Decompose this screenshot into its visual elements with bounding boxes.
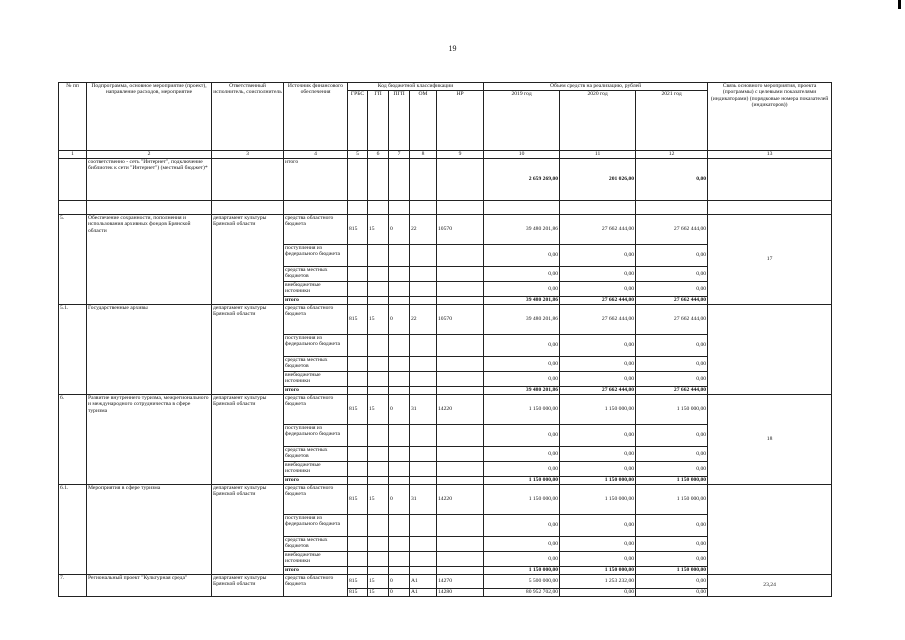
value-cell: 0,00 <box>560 425 636 447</box>
row-executor: департамент культуры Брянской области <box>212 485 284 575</box>
code-cell <box>389 335 410 357</box>
value-cell: 27 662 444,00 <box>560 305 636 335</box>
code-om: 22 <box>410 305 437 335</box>
code-cell <box>410 447 437 462</box>
value-cell: 1 150 000,00 <box>636 485 708 515</box>
row-number: 6. <box>59 395 87 485</box>
row-number: 7. <box>59 575 87 597</box>
code-gp: 15 <box>368 485 389 515</box>
value-cell: 0,00 <box>636 425 708 447</box>
code-cell <box>368 335 389 357</box>
code-cell <box>368 425 389 447</box>
row-executor: департамент культуры Брянской области <box>212 215 284 305</box>
row-source: средства местных бюджетов <box>284 447 348 462</box>
row-link: 17 <box>708 215 832 305</box>
code-cell <box>389 515 410 537</box>
code-cell <box>368 387 389 395</box>
value-cell: 1 253 232,00 <box>560 575 636 589</box>
header-np: НР <box>437 91 484 151</box>
value-cell: 27 662 444,00 <box>636 387 708 395</box>
row-source: поступления из федерального бюджета <box>284 335 348 357</box>
code-np: 14220 <box>437 395 484 425</box>
code-cell <box>368 357 389 372</box>
row-source: средства областного бюджета <box>284 215 348 245</box>
value-cell: 27 662 444,00 <box>560 215 636 245</box>
code-cell <box>348 245 368 267</box>
column-number: 5 <box>348 151 368 159</box>
code-gp: 15 <box>368 305 389 335</box>
value-cell: 1 150 000,00 <box>560 477 636 485</box>
row-source: итого <box>284 477 348 485</box>
code-cell <box>368 567 389 575</box>
value-cell: 1 150 000,00 <box>636 477 708 485</box>
value-cell: 0,00 <box>484 245 560 267</box>
value-cell: 5 500 000,00 <box>484 575 560 589</box>
code-cell <box>410 372 437 387</box>
code-pgp: 0 <box>389 575 410 589</box>
column-number: 9 <box>437 151 484 159</box>
column-number: 6 <box>368 151 389 159</box>
table-row <box>59 395 832 425</box>
code-cell <box>437 357 484 372</box>
value-cell: 0,00 <box>636 245 708 267</box>
code-cell <box>437 267 484 282</box>
value-cell: 0,00 <box>484 267 560 282</box>
code-cell <box>348 297 368 305</box>
value-cell: 0,00 <box>560 515 636 537</box>
header-executor: Ответственный исполнитель, соисполнитель <box>212 83 284 151</box>
value-cell: 0,00 <box>560 245 636 267</box>
value-cell: 0,00 <box>636 447 708 462</box>
code-cell <box>410 477 437 485</box>
value-cell: 1 150 000,00 <box>560 485 636 515</box>
header-2019: 2019 год <box>484 91 560 151</box>
table-cell <box>284 201 348 215</box>
code-grbs: 815 <box>348 575 368 589</box>
value-cell: 0,00 <box>636 589 708 597</box>
header-grbs: ГРБС <box>348 91 368 151</box>
value-cell: 1 150 000,00 <box>636 395 708 425</box>
code-om: A1 <box>410 575 437 589</box>
code-cell <box>348 267 368 282</box>
code-cell <box>437 387 484 395</box>
code-pgp: 0 <box>389 215 410 245</box>
value-cell: 0,00 <box>484 462 560 477</box>
code-pgp: 0 <box>389 589 410 597</box>
value-cell: 0,00 <box>560 282 636 297</box>
table-cell <box>348 201 368 215</box>
code-cell <box>410 462 437 477</box>
row-desc: Обеспечение сохранности, пополнения и использования архивных фондов Брянской области <box>87 215 212 305</box>
header-num: № пп <box>59 83 87 151</box>
table-cell <box>59 201 87 215</box>
value-cell: 0,00 <box>484 282 560 297</box>
column-number: 3 <box>212 151 284 159</box>
row-source: поступления из федерального бюджета <box>284 425 348 447</box>
value-cell: 1 150 000,00 <box>484 477 560 485</box>
row-source: средства местных бюджетов <box>284 267 348 282</box>
value-cell: 39 480 201,86 <box>484 305 560 335</box>
code-pgp: 0 <box>389 395 410 425</box>
code-np: 14280 <box>437 589 484 597</box>
code-cell <box>368 552 389 567</box>
code-cell <box>389 387 410 395</box>
row-source: средства местных бюджетов <box>284 357 348 372</box>
code-cell <box>410 425 437 447</box>
row-number: 5. <box>59 215 87 305</box>
value-cell: 0,00 <box>484 552 560 567</box>
code-cell <box>410 387 437 395</box>
value-cell: 39 480 201,86 <box>484 387 560 395</box>
code-cell <box>368 477 389 485</box>
code-cell <box>389 477 410 485</box>
value-cell: 0,00 <box>636 282 708 297</box>
code-cell <box>389 245 410 267</box>
header-om: ОМ <box>410 91 437 151</box>
table-row <box>59 485 832 515</box>
value-cell: 201 026,00 <box>560 159 636 201</box>
value-cell: 0,00 <box>560 552 636 567</box>
code-grbs: 815 <box>348 589 368 597</box>
value-cell: 0,00 <box>560 335 636 357</box>
code-cell <box>437 297 484 305</box>
code-cell <box>389 282 410 297</box>
code-cell <box>437 537 484 552</box>
value-cell: 0,00 <box>636 159 708 201</box>
code-cell <box>389 567 410 575</box>
code-np: 10570 <box>437 305 484 335</box>
code-pgp: 0 <box>389 485 410 515</box>
row-desc: Развитие внутреннего туризма, межрегионального и международного сотрудничества в сфере туризма <box>87 395 212 485</box>
code-cell <box>410 567 437 575</box>
table-cell <box>410 201 437 215</box>
code-cell <box>368 297 389 305</box>
table-cell <box>437 201 484 215</box>
header-link: Связь основного мероприятия, проекта (программы) с целевыми показателями (индикаторами) (порядковые номера показателей (индикаторов)) <box>708 83 832 151</box>
code-cell <box>437 477 484 485</box>
row-source: поступления из федерального бюджета <box>284 515 348 537</box>
value-cell: 0,00 <box>560 447 636 462</box>
value-cell: 0,00 <box>636 335 708 357</box>
row-source: внебюджетные источники <box>284 552 348 567</box>
code-cell <box>348 567 368 575</box>
header-2020: 2020 год <box>560 91 636 151</box>
code-cell <box>348 462 368 477</box>
code-cell <box>410 515 437 537</box>
code-grbs: 815 <box>348 305 368 335</box>
code-cell <box>437 425 484 447</box>
value-cell: 1 150 000,00 <box>560 395 636 425</box>
row-link: 18 <box>708 395 832 485</box>
value-cell: 27 662 444,00 <box>636 297 708 305</box>
value-cell: 1 150 000,00 <box>484 395 560 425</box>
code-cell <box>368 245 389 267</box>
table-row <box>59 305 832 335</box>
header-source: Источник финансового обеспечения <box>284 83 348 151</box>
value-cell: 27 662 444,00 <box>636 305 708 335</box>
code-cell <box>348 447 368 462</box>
code-cell <box>410 357 437 372</box>
code-cell <box>389 462 410 477</box>
row-link <box>708 485 832 575</box>
header-pgp: ПГП <box>389 91 410 151</box>
table-cell <box>708 201 832 215</box>
value-cell: 0,00 <box>636 552 708 567</box>
code-cell <box>348 335 368 357</box>
row-source: поступления из федерального бюджета <box>284 245 348 267</box>
column-number: 8 <box>410 151 437 159</box>
value-cell: 0,00 <box>560 462 636 477</box>
row-source: внебюджетные источники <box>284 282 348 297</box>
row-link: 23,24 <box>708 575 832 597</box>
code-grbs: 815 <box>348 395 368 425</box>
value-cell: 0,00 <box>560 537 636 552</box>
code-cell <box>437 552 484 567</box>
row-source: средства областного бюджета <box>284 485 348 515</box>
code-grbs: 815 <box>348 485 368 515</box>
code-gp: 15 <box>368 575 389 589</box>
value-cell: 0,00 <box>636 267 708 282</box>
value-cell: 0,00 <box>484 537 560 552</box>
column-number: 12 <box>636 151 708 159</box>
code-cell <box>368 537 389 552</box>
code-cell <box>437 372 484 387</box>
code-cell <box>389 372 410 387</box>
code-cell <box>348 387 368 395</box>
table-cell <box>636 201 708 215</box>
table-cell <box>560 201 636 215</box>
code-cell <box>348 515 368 537</box>
value-cell: 0,00 <box>484 515 560 537</box>
code-cell <box>437 567 484 575</box>
budget-table <box>58 82 832 597</box>
code-cell <box>437 245 484 267</box>
code-np: 10570 <box>437 215 484 245</box>
code-cell <box>437 515 484 537</box>
code-cell <box>437 335 484 357</box>
row-source: внебюджетные источники <box>284 462 348 477</box>
value-cell: 27 662 444,00 <box>636 215 708 245</box>
code-cell <box>389 552 410 567</box>
code-cell <box>437 447 484 462</box>
code-np: 14220 <box>437 485 484 515</box>
code-cell <box>389 267 410 282</box>
code-cell <box>368 515 389 537</box>
code-cell <box>368 267 389 282</box>
code-cell <box>410 267 437 282</box>
value-cell: 0,00 <box>636 357 708 372</box>
column-numbers-row <box>59 151 832 159</box>
row-source: внебюджетные источники <box>284 372 348 387</box>
value-cell: 1 150 000,00 <box>560 567 636 575</box>
code-gp: 15 <box>368 395 389 425</box>
value-cell: 0,00 <box>636 575 708 589</box>
table-row <box>59 575 832 589</box>
table-cell <box>368 201 389 215</box>
code-om: 22 <box>410 215 437 245</box>
row-desc: Региональный проект "Культурная среда" <box>87 575 212 597</box>
row-desc: соответственно - сеть "Интернет", подключение библиотек к сети "Интернет") (местный бюджет)* <box>87 159 212 201</box>
code-cell <box>389 297 410 305</box>
value-cell: 0,00 <box>560 372 636 387</box>
value-cell: 0,00 <box>484 447 560 462</box>
code-om: A1 <box>410 589 437 597</box>
row-source: итого <box>284 297 348 305</box>
code-cell <box>348 552 368 567</box>
table-cell <box>87 201 212 215</box>
page-number: 19 <box>448 44 457 53</box>
code-cell <box>348 357 368 372</box>
column-number: 7 <box>389 151 410 159</box>
value-cell: 1 150 000,00 <box>484 567 560 575</box>
column-number: 1 <box>59 151 87 159</box>
value-cell: 0,00 <box>636 372 708 387</box>
row-source: итого <box>284 567 348 575</box>
row-link <box>708 305 832 395</box>
table-cell <box>389 201 410 215</box>
code-cell <box>410 537 437 552</box>
code-cell <box>348 372 368 387</box>
code-cell <box>348 425 368 447</box>
value-cell: 1 150 000,00 <box>484 485 560 515</box>
value-cell: 27 662 444,00 <box>560 297 636 305</box>
value-cell: 0,00 <box>484 425 560 447</box>
row-source: средства областного бюджета <box>284 305 348 335</box>
value-cell: 0,00 <box>484 357 560 372</box>
header-amount: Объем средств на реализацию, рублей <box>484 83 708 91</box>
row-executor: департамент культуры Брянской области <box>212 305 284 395</box>
row-executor: департамент культуры Брянской области <box>212 395 284 485</box>
code-cell <box>410 245 437 267</box>
value-cell: 0,00 <box>560 267 636 282</box>
code-cell <box>389 447 410 462</box>
code-om: 31 <box>410 395 437 425</box>
header-program: Подпрограмма, основное мероприятие (проект), направление расходов, мероприятие <box>87 83 212 151</box>
code-cell <box>368 447 389 462</box>
column-number: 2 <box>87 151 212 159</box>
column-number: 13 <box>708 151 832 159</box>
value-cell: 0,00 <box>636 515 708 537</box>
value-cell: 0,00 <box>484 335 560 357</box>
table-row <box>59 159 832 201</box>
code-cell <box>410 282 437 297</box>
value-cell: 0,00 <box>560 589 636 597</box>
value-cell: 2 659 269,00 <box>484 159 560 201</box>
row-number: 5.1. <box>59 305 87 395</box>
table-cell <box>484 201 560 215</box>
value-cell: 0,00 <box>636 537 708 552</box>
value-cell: 0,00 <box>636 462 708 477</box>
code-cell <box>389 425 410 447</box>
code-np: 14270 <box>437 575 484 589</box>
value-cell: 80 952 702,00 <box>484 589 560 597</box>
row-source: средства местных бюджетов <box>284 537 348 552</box>
code-cell <box>437 282 484 297</box>
row-executor: департамент культуры Брянской области <box>212 575 284 597</box>
code-cell <box>368 462 389 477</box>
header-2021: 2021 год <box>636 91 708 151</box>
code-cell <box>348 477 368 485</box>
row-desc: Государственные архивы <box>87 305 212 395</box>
row-source: средства областного бюджета <box>284 395 348 425</box>
row-source: итого <box>284 159 348 201</box>
row-desc: Мероприятия в сфере туризма <box>87 485 212 575</box>
column-number: 4 <box>284 151 348 159</box>
column-number: 10 <box>484 151 560 159</box>
column-number: 11 <box>560 151 636 159</box>
header-budget-code: Код бюджетной классификации <box>348 83 484 91</box>
value-cell: 0,00 <box>484 372 560 387</box>
value-cell: 27 662 444,00 <box>560 387 636 395</box>
code-cell <box>348 282 368 297</box>
code-cell <box>368 372 389 387</box>
value-cell: 39 480 201,86 <box>484 297 560 305</box>
code-cell <box>348 537 368 552</box>
code-cell <box>410 552 437 567</box>
code-cell <box>389 357 410 372</box>
code-grbs: 815 <box>348 215 368 245</box>
code-cell <box>368 282 389 297</box>
table-row <box>59 215 832 245</box>
row-source: средства областного бюджета <box>284 575 348 597</box>
code-gp: 15 <box>368 589 389 597</box>
value-cell: 39 480 201,86 <box>484 215 560 245</box>
value-cell: 0,00 <box>560 357 636 372</box>
row-number: 6.1. <box>59 485 87 575</box>
code-cell <box>410 335 437 357</box>
value-cell: 1 150 000,00 <box>636 567 708 575</box>
code-om: 31 <box>410 485 437 515</box>
header-gp: ГП <box>368 91 389 151</box>
page-edge-mark <box>898 0 901 9</box>
code-cell <box>410 297 437 305</box>
table-cell <box>212 201 284 215</box>
code-gp: 15 <box>368 215 389 245</box>
code-pgp: 0 <box>389 305 410 335</box>
spacer-row <box>59 201 832 215</box>
row-source: итого <box>284 387 348 395</box>
code-cell <box>437 462 484 477</box>
code-cell <box>389 537 410 552</box>
